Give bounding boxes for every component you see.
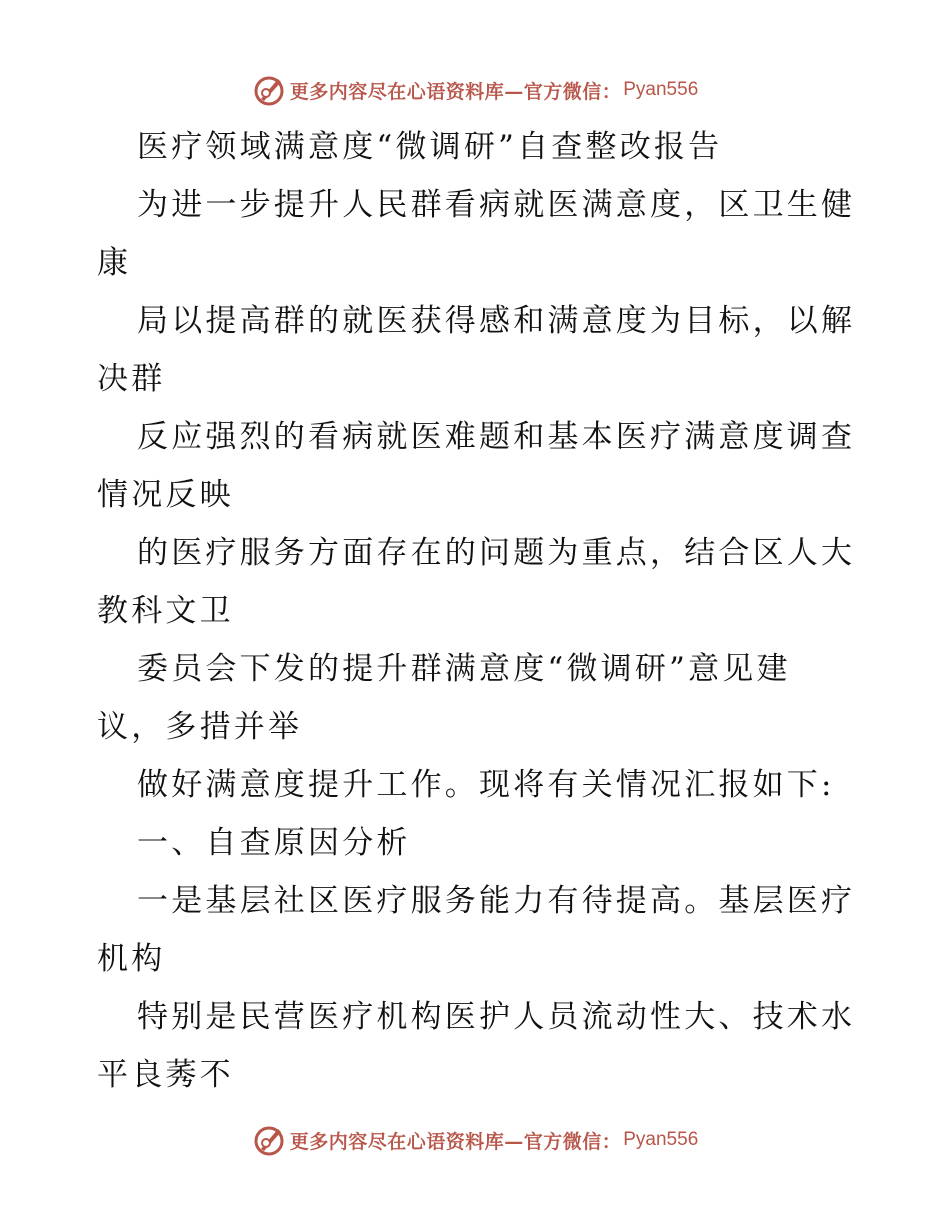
text-line: 局以提高群的就医获得感和满意度为目标，以解 [137,303,856,339]
text-line: 平良莠不 [97,1057,234,1093]
text-line: 一是基层社区医疗服务能力有待提高。基层医疗 [137,883,856,919]
text-line: 做好满意度提升工作。现将有关情况汇报如下: [137,767,835,803]
text-line: 为进一步提升人民群看病就医满意度，区卫生健 [137,187,856,223]
text-line: 反应强烈的看病就医难题和基本医疗满意度调查 [137,419,856,455]
footer-banner-text: 更多内容尽在心语资料库—官方微信： [289,1130,622,1153]
header-banner [0,70,950,110]
text-line: 教科文卫 [97,593,234,629]
text-line: 特别是民营医疗机构医护人员流动性大、技术水 [137,999,856,1035]
footer-banner-account: Pyan556 [623,1129,699,1150]
text-line: 情况反映 [97,477,234,513]
text-line: 决群 [97,361,166,397]
footer-banner [0,1120,950,1160]
text-line: 的医疗服务方面存在的问题为重点，结合区人大 [137,535,856,571]
text-line: 议，多措并举 [97,709,303,745]
document-body [97,118,857,1104]
text-line: 一、自查原因分析 [137,825,411,861]
text-line: 康 [97,245,132,281]
text-line: 医疗领域满意度“微调研”自查整改报告 [137,129,723,165]
header-banner-text: 更多内容尽在心语资料库—官方微信： [289,80,622,103]
text-line: 委员会下发的提升群满意度“微调研”意见建 [137,651,791,687]
text-line: 机构 [97,941,166,977]
header-banner-account: Pyan556 [623,79,699,100]
brush-logo-icon [252,73,286,107]
brush-logo-icon [252,1123,286,1157]
